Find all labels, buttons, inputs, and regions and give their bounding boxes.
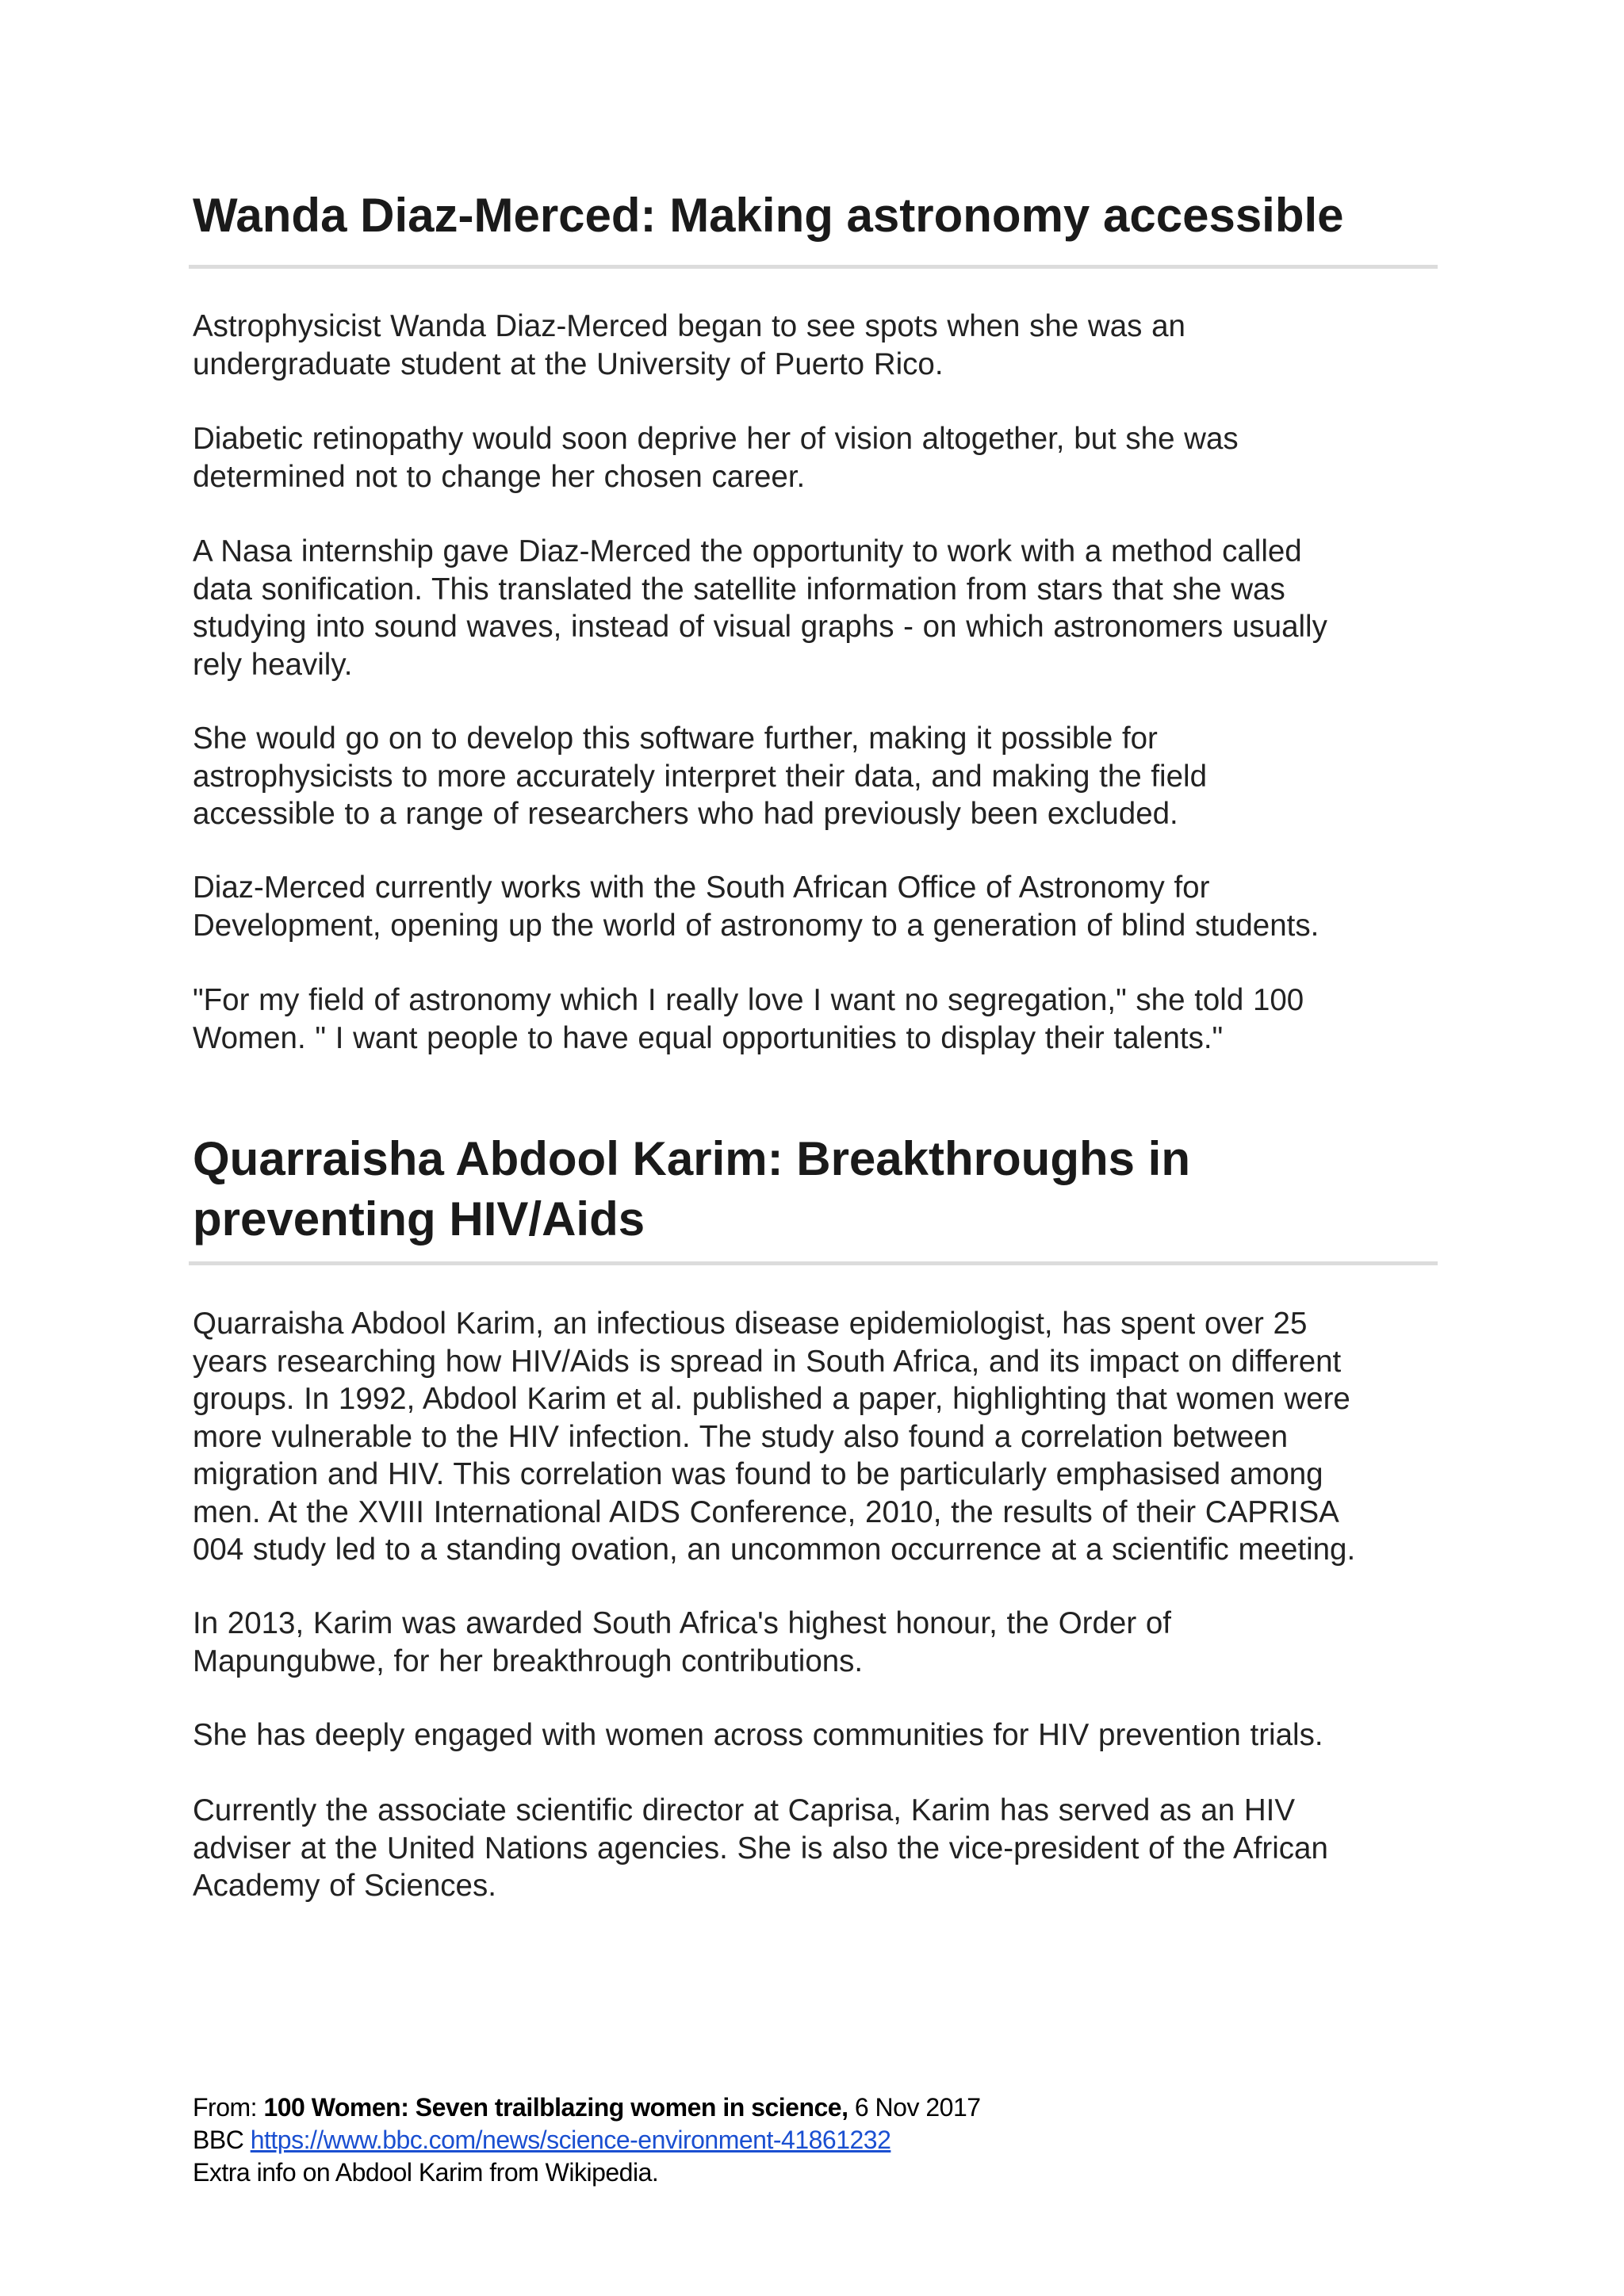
paragraph: Diaz-Merced currently works with the South African Office of Astronomy for Development, opening up the world of astronomy to a generation of blind students.	[193, 871, 1320, 943]
source-date: 6 Nov 2017	[854, 2093, 981, 2122]
publisher: BBC	[193, 2126, 244, 2154]
source-url-link[interactable]: https://www.bbc.com/news/science-environment-41861232	[250, 2126, 891, 2154]
source-title: 100 Women: Seven trailblazing women in science,	[263, 2093, 848, 2122]
paragraph: Diabetic retinopathy would soon deprive her of vision altogether, but she was determined not to change her chosen career.	[193, 422, 1239, 494]
source-footer	[193, 2091, 981, 2189]
paragraph: Quarraisha Abdool Karim, an infectious disease epidemiologist, has spent over 25 years researching how HIV/Aids is spread in South Africa, and its impact on different groups. In 1992, Abdool Karim et al. published a paper, highlighting that women were more vulnerable to the HIV infection. The study also found a correlation between migration and HIV. This correlation was found to be particularly emphasised among men. At the XVIII International AIDS Conference, 2010, the results of their CAPRISA 004 study led to a standing ovation, an uncommon occurrence at a scientific meeting.	[193, 1307, 1356, 1567]
section-heading-diaz-merced: Wanda Diaz-Merced: Making astronomy accessible	[193, 189, 1344, 242]
paragraph: Currently the associate scientific director at Caprisa, Karim has served as an HIV adviser at the United Nations agencies. She is also the vice-president of the African Academy of Sciences.	[193, 1793, 1328, 1903]
paragraph: She has deeply engaged with women across communities for HIV prevention trials.	[193, 1718, 1323, 1752]
section-heading-abdool-karim	[193, 1129, 1190, 1249]
paragraph: She would go on to develop this software further, making it possible for astrophysicists to more accurately interpret their data, and making the field accessible to a range of researchers who had previously been excluded.	[193, 721, 1207, 831]
paragraph: In 2013, Karim was awarded South Africa's highest honour, the Order of Mapungubwe, for her breakthrough contributions.	[193, 1606, 1171, 1678]
heading-line: preventing HIV/Aids	[193, 1192, 645, 1246]
from-label: From:	[193, 2093, 258, 2122]
source-citation	[193, 2091, 981, 2124]
heading-divider	[189, 1261, 1438, 1265]
paragraph: A Nasa internship gave Diaz-Merced the opportunity to work with a method called data sonification. This translated the satellite information from stars that she was studying into sound waves, instead of visual graphs - on which astronomers usually rely heavily.	[193, 534, 1327, 682]
paragraph: "For my field of astronomy which I really love I want no segregation," she told 100 Women. " I want people to have equal opportunities to display their talents."	[193, 983, 1304, 1055]
heading-line: Quarraisha Abdool Karim: Breakthroughs in	[193, 1132, 1190, 1185]
extra-info-note: Extra info on Abdool Karim from Wikipedia.	[193, 2158, 659, 2187]
paragraph: Astrophysicist Wanda Diaz-Merced began to see spots when she was an undergraduate student at the University of Puerto Rico.	[193, 309, 1185, 381]
heading-divider	[189, 265, 1438, 269]
source-link-line	[193, 2124, 981, 2156]
